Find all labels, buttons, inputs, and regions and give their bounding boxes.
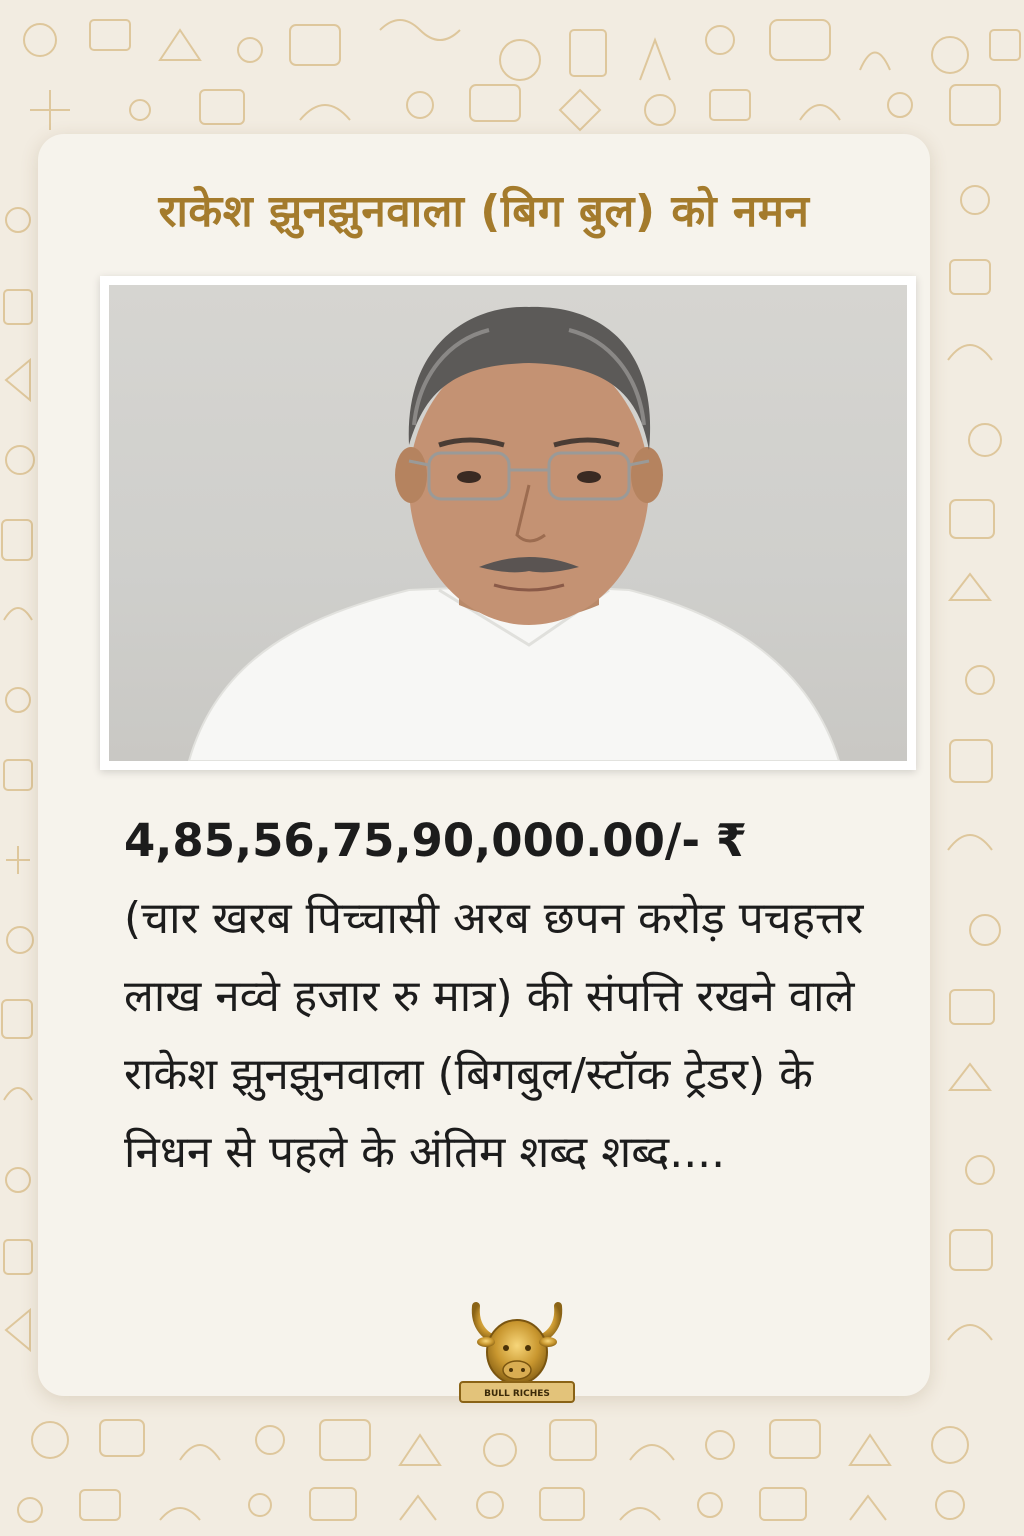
portrait-photo — [109, 285, 907, 761]
page-title: राकेश झुनझुनवाला (बिग बुल) को नमन — [158, 186, 810, 237]
portrait-illustration — [109, 285, 907, 761]
tribute-text: (चार खरब पिच्चासी अरब छपन करोड़ पचहत्तर लाख नव्वे हजार रु मात्र) की संपत्ति रखने वाले राकेश झुनझुनवाला (बिगबुल/स्टॉक ट्रेडर) के निधन से पहले के अंतिम शब्द शब्द.... — [124, 893, 864, 1178]
bull-head-icon — [456, 1296, 578, 1408]
photo-frame — [100, 276, 916, 770]
net-worth-amount: 4,85,56,75,90,000.00/- ₹ — [124, 814, 748, 867]
bull-riches-logo — [456, 1296, 578, 1408]
wealth-description — [124, 802, 914, 1192]
logo-banner-text: BULL RICHES — [484, 1389, 550, 1399]
tribute-card — [38, 134, 930, 1399]
